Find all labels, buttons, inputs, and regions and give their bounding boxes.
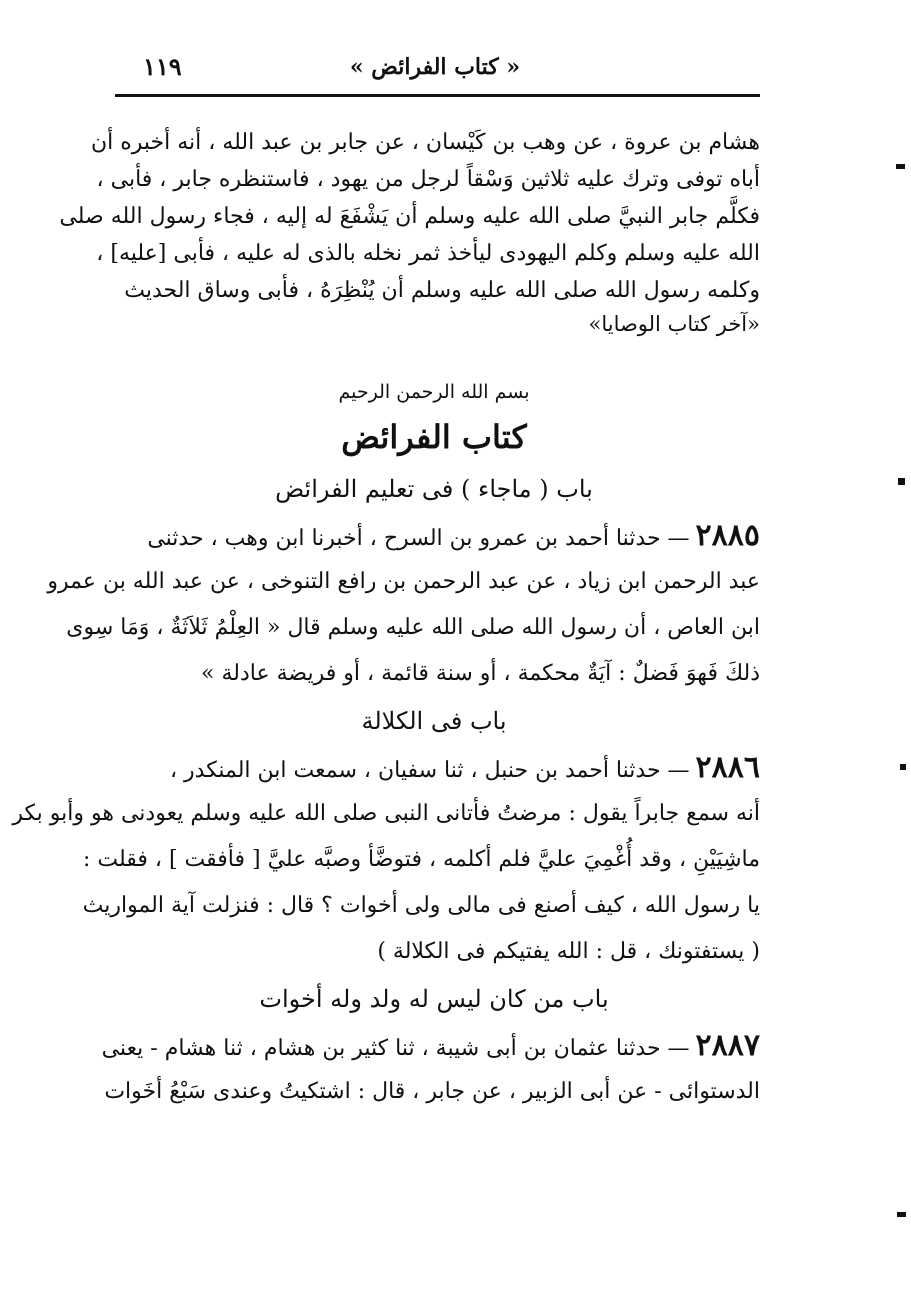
- basmala: بسم الله الرحمن الرحيم: [338, 381, 530, 403]
- chapter-heading: باب ( ماجاء ) فى تعليم الفرائض: [275, 475, 593, 503]
- hadith-2885: [47, 513, 760, 697]
- hadith-text: — حدثنا أحمد بن حنبل ، ثنا سفيان ، سمعت ابن المنكدر ،: [169, 758, 690, 783]
- text-line: ماشِيَيْنِ ، وقد أُغْمِيَ عليَّ فلم أكلمه ، فتوضَّأ وصبَّه عليَّ [ فأفقت ] ، فقلت :: [82, 847, 760, 872]
- margin-mark: [897, 1212, 906, 1217]
- text-line: الله عليه وسلم وكلم اليهودى ليأخذ ثمر نخله بالذى له عليه ، فأبى [عليه] ،: [96, 241, 760, 266]
- chapter-heading: باب فى الكلالة: [361, 707, 507, 735]
- margin-mark: [896, 164, 905, 169]
- book-title: كتاب الفرائض: [341, 418, 527, 456]
- closing-note: «آخر كتاب الوصايا»: [588, 312, 760, 336]
- chapter-heading: باب من كان ليس له ولد وله أخوات: [259, 985, 609, 1013]
- text-line: فكلَّم جابر النبيَّ صلى الله عليه وسلم أن يَشْفَعَ له إليه ، فجاء رسول الله صلى: [59, 204, 760, 229]
- hadith-number: ٢٨٨٥: [695, 518, 760, 553]
- hadith-number: ٢٨٨٦: [695, 750, 760, 785]
- text-line: ابن العاص ، أن رسول الله صلى الله عليه وسلم قال « العِلْمُ ثَلاَثَةٌ ، وَمَا سِوى: [66, 615, 760, 640]
- text-line: أباه توفى وترك عليه ثلاثين وَسْقاً لرجل من يهود ، فاستنظره جابر ، فأبى ،: [96, 167, 760, 192]
- margin-mark: [898, 478, 905, 485]
- text-line: وكلمه رسول الله صلى الله عليه وسلم أن يُنْظِرَهُ ، فأبى وساق الحديث: [124, 278, 760, 303]
- page-number: ١١٩: [143, 52, 182, 81]
- text-line: هشام بن عروة ، عن وهب بن كَيْسان ، عن جابر بن عبد الله ، أنه أخبره أن: [90, 130, 760, 155]
- hadith-2886: [12, 745, 760, 975]
- text-line: [101, 1023, 760, 1069]
- header-rule: [115, 94, 760, 97]
- hadith-text: — حدثنا أحمد بن عمرو بن السرح ، أخبرنا ابن وهب ، حدثنى: [147, 526, 690, 551]
- continuation-paragraph: [59, 124, 760, 309]
- page-body: [12, 124, 760, 1115]
- text-line: ذلكَ فَهوَ فَضلٌ : آيَةٌ محكمة ، أو سنة قائمة ، أو فريضة عادلة »: [201, 661, 760, 686]
- text-line: عبد الرحمن ابن زياد ، عن عبد الرحمن بن رافع التنوخى ، عن عبد الله بن عمرو: [47, 569, 760, 594]
- hadith-number: ٢٨٨٧: [695, 1028, 760, 1063]
- text-line: أنه سمع جابراً يقول : مرضتُ فأتانى النبى صلى الله عليه وسلم يعودنى هو وأبو بكر: [12, 801, 760, 826]
- text-line: يا رسول الله ، كيف أصنع فى مالى ولى أخوات ؟ قال : فنزلت آية المواريث: [82, 893, 760, 918]
- text-line: [108, 513, 760, 559]
- margin-mark: [900, 764, 906, 770]
- running-header: [115, 46, 755, 92]
- hadith-text: — حدثنا عثمان بن أبى شيبة ، ثنا كثير بن هشام ، ثنا هشام - يعنى: [101, 1036, 690, 1061]
- running-title: « كتاب الفرائض »: [349, 54, 521, 80]
- text-line: [108, 745, 760, 791]
- text-line: الدستوائى - عن أبى الزبير ، عن جابر ، قال : اشتكيتُ وعندى سَبْعُ أخَوات: [104, 1079, 760, 1104]
- hadith-2887: [101, 1023, 760, 1115]
- text-line: ( يستفتونك ، قل : الله يفتيكم فى الكلالة ): [377, 939, 760, 964]
